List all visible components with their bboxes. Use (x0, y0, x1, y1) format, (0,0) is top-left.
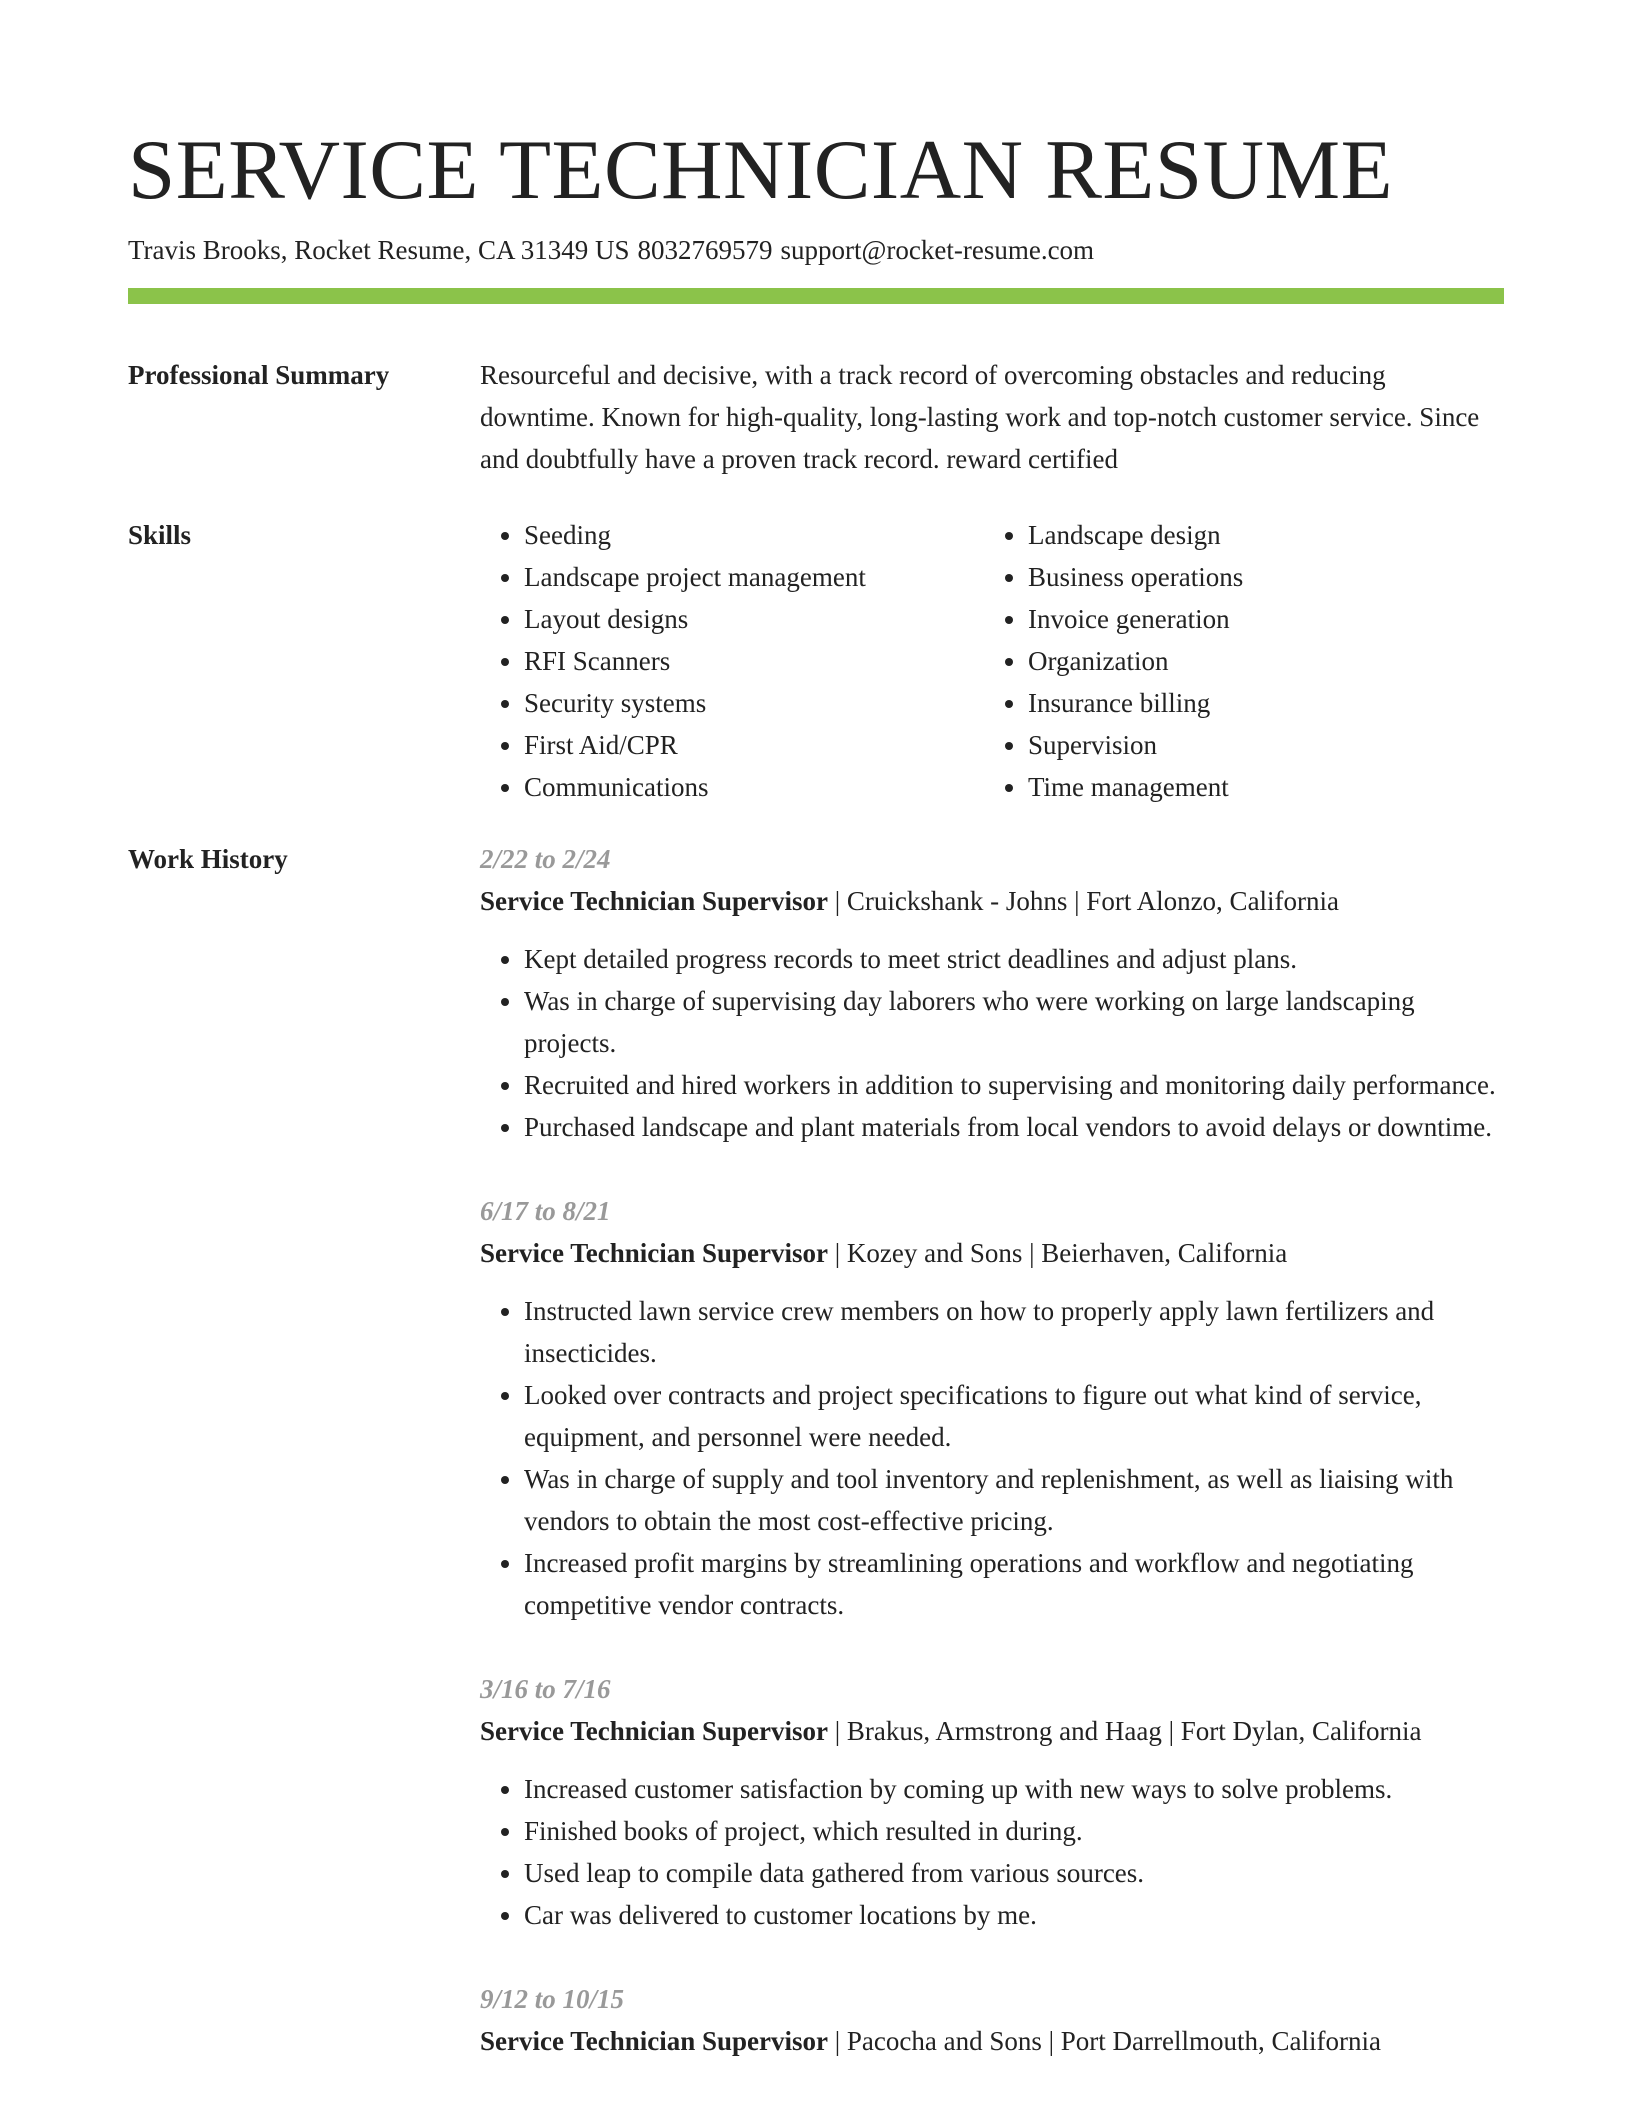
job-bullets (480, 938, 1504, 1148)
resume-title: SERVICE TECHNICIAN RESUME (128, 123, 1394, 217)
skill-item: • Organization (1028, 640, 1243, 682)
job-bullet: • Car was delivered to customer locations by me. (524, 1894, 1504, 1936)
job-entry (480, 1978, 1504, 2062)
job-bullet: • Was in charge of supervising day laborers who were working on large landscaping projects. (524, 980, 1504, 1064)
job-entry (480, 1668, 1504, 1936)
job-dates: 2/22 to 2/24 (480, 844, 611, 874)
job-title: Service Technician Supervisor (480, 1716, 829, 1746)
summary-text: Resourceful and decisive, with a track record of overcoming obstacles and reducing downtime. Known for high-quality, long-lasting work and top-notch customer service. Since and doubtfully have a proven track record. reward certified (480, 360, 1480, 474)
job-dates: 6/17 to 8/21 (480, 1196, 611, 1226)
job-bullets (480, 1768, 1504, 1936)
job-employer-location: | Pacocha and Sons | Port Darrellmouth, California (828, 2026, 1381, 2056)
skill-item: • Communications (524, 766, 984, 808)
job-bullet: • Used leap to compile data gathered from various sources. (524, 1852, 1504, 1894)
skill-item: • Landscape project management (524, 556, 984, 598)
summary-section (128, 354, 1504, 480)
skill-item: • Landscape design (1028, 514, 1243, 556)
skills-list-left (480, 514, 984, 808)
skill-item: • Insurance billing (1028, 682, 1243, 724)
skill-item: • RFI Scanners (524, 640, 984, 682)
job-bullet: • Increased profit margins by streamlining operations and workflow and negotiating competitive vendor contracts. (524, 1542, 1504, 1626)
work-history-label: Work History (128, 844, 288, 874)
skills-list-right (984, 514, 1243, 808)
work-history-section (128, 838, 1504, 2104)
job-bullet: • Purchased landscape and plant materials from local vendors to avoid delays or downtime. (524, 1106, 1504, 1148)
summary-label: Professional Summary (128, 360, 390, 390)
skill-item: • Invoice generation (1028, 598, 1243, 640)
contact-name-location: Travis Brooks, Rocket Resume, CA 31349 US (128, 235, 630, 265)
job-heading (480, 2020, 1504, 2062)
skill-item: • Seeding (524, 514, 984, 556)
job-employer-location: | Cruickshank - Johns | Fort Alonzo, California (828, 886, 1340, 916)
job-employer-location: | Kozey and Sons | Beierhaven, California (828, 1238, 1288, 1268)
skill-item: • Layout designs (524, 598, 984, 640)
skills-body (480, 514, 1504, 808)
skills-section (128, 514, 1504, 808)
job-bullet: • Finished books of project, which resulted in during. (524, 1810, 1504, 1852)
skill-item: • Security systems (524, 682, 984, 724)
job-title: Service Technician Supervisor (480, 2026, 829, 2056)
job-entry (480, 1190, 1504, 1626)
skill-item: • Time management (1028, 766, 1243, 808)
skills-label: Skills (128, 520, 192, 550)
job-dates: 9/12 to 10/15 (480, 1984, 625, 2014)
header-divider (128, 288, 1504, 304)
contact-phone: 8032769579 (637, 235, 773, 265)
job-bullet: • Instructed lawn service crew members on how to properly apply lawn fertilizers and insecticides. (524, 1290, 1504, 1374)
skill-item: • Supervision (1028, 724, 1243, 766)
contact-email: support@rocket-resume.com (780, 235, 1095, 265)
job-bullet: • Looked over contracts and project specifications to figure out what kind of service, equipment, and personnel were needed. (524, 1374, 1504, 1458)
job-bullet: • Recruited and hired workers in addition to supervising and monitoring daily performance. (524, 1064, 1504, 1106)
job-dates: 3/16 to 7/16 (480, 1674, 611, 1704)
job-employer-location: | Brakus, Armstrong and Haag | Fort Dylan, California (828, 1716, 1422, 1746)
job-bullet: • Increased customer satisfaction by coming up with new ways to solve problems. (524, 1768, 1504, 1810)
skill-item: • Business operations (1028, 556, 1243, 598)
job-title: Service Technician Supervisor (480, 886, 829, 916)
job-bullets (480, 1290, 1504, 1626)
work-history-body (480, 838, 1504, 2104)
job-heading (480, 1232, 1504, 1274)
job-title: Service Technician Supervisor (480, 1238, 829, 1268)
job-entry (480, 838, 1504, 1148)
skill-item: • First Aid/CPR (524, 724, 984, 766)
job-heading (480, 1710, 1504, 1752)
job-heading (480, 880, 1504, 922)
job-bullet: • Kept detailed progress records to meet strict deadlines and adjust plans. (524, 938, 1504, 980)
contact-line (128, 230, 1504, 270)
job-bullet: • Was in charge of supply and tool inventory and replenishment, as well as liaising with vendors to obtain the most cost-effective pricing. (524, 1458, 1504, 1542)
summary-body (480, 354, 1504, 480)
